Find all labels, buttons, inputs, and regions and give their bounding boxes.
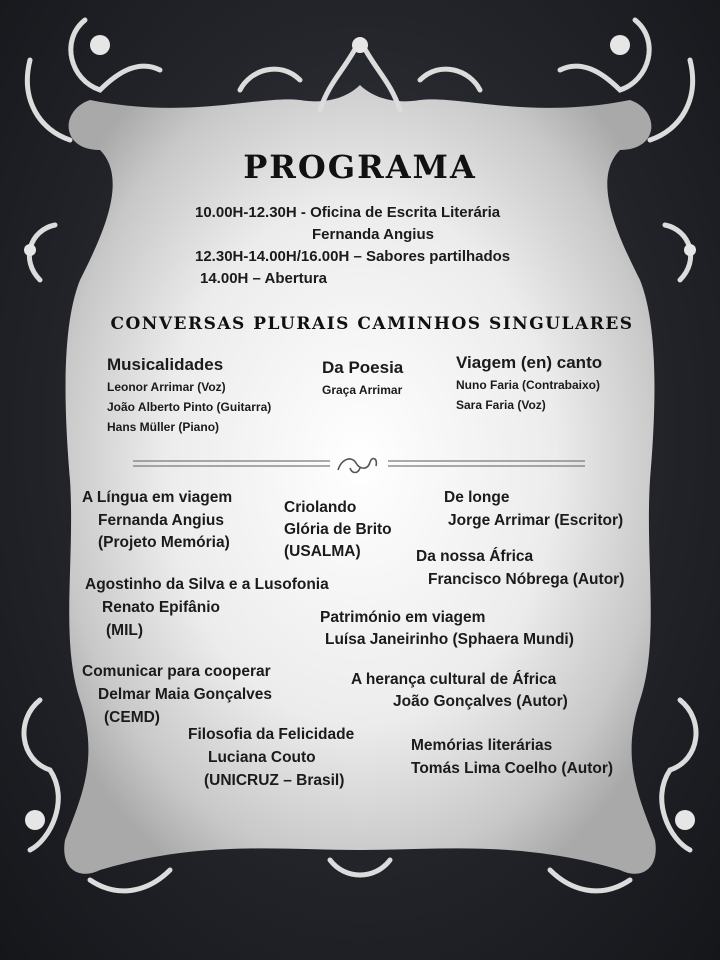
talk-title: A herança cultural de África (351, 671, 557, 688)
talk-speaker: Jorge Arrimar (Escritor) (448, 512, 624, 529)
column-line: Graça Arrimar (322, 383, 403, 397)
talk-speaker: Fernanda Angius (98, 512, 225, 529)
page-title: PROGRAMA (243, 148, 477, 186)
column-line: Sara Faria (Voz) (456, 398, 546, 412)
talk-title: A Língua em viagem (82, 489, 233, 506)
talk-speaker: Francisco Nóbrega (Autor) (428, 571, 625, 588)
talk-title: De longe (444, 489, 510, 506)
talk-title: Agostinho da Silva e a Lusofonia (85, 576, 329, 593)
column-line: Leonor Arrimar (Voz) (107, 380, 226, 394)
talk-title: Criolando (284, 499, 357, 516)
talk-affiliation: (UNICRUZ – Brasil) (204, 772, 345, 789)
talk-speaker: Delmar Maia Gonçalves (98, 686, 273, 703)
talk-speaker: Glória de Brito (284, 521, 392, 538)
talk-speaker: Luísa Janeirinho (Sphaera Mundi) (325, 631, 574, 648)
schedule-line: 12.30H-14.00H/16.00H – Sabores partilhados (195, 248, 511, 265)
column-line: João Alberto Pinto (Guitarra) (107, 400, 272, 414)
column-line: Nuno Faria (Contrabaixo) (456, 378, 601, 392)
talk-title: Memórias literárias (411, 737, 553, 754)
talk-speaker: João Gonçalves (Autor) (393, 693, 568, 710)
talk-speaker: Luciana Couto (208, 749, 316, 766)
schedule-line: Fernanda Angius (312, 226, 434, 243)
column-line: Hans Müller (Piano) (107, 420, 220, 434)
talk-title: Comunicar para cooperar (82, 663, 271, 680)
schedule-line: 10.00H-12.30H - Oficina de Escrita Literária (195, 204, 501, 221)
talk-affiliation: (CEMD) (104, 709, 160, 726)
column-title: Musicalidades (107, 355, 224, 374)
column-title: Viagem (en) canto (456, 353, 603, 372)
talk-affiliation: (USALMA) (284, 543, 361, 560)
talk-affiliation: (Projeto Memória) (98, 534, 230, 551)
schedule-line: 14.00H – Abertura (200, 270, 328, 287)
talk-title: Património em viagem (320, 609, 486, 626)
talk-title: Da nossa África (416, 548, 534, 565)
talk-speaker: Tomás Lima Coelho (Autor) (411, 760, 614, 777)
column-title: Da Poesia (322, 358, 404, 377)
talk-title: Filosofia da Felicidade (188, 726, 355, 743)
talk-affiliation: (MIL) (106, 622, 144, 639)
section-subtitle: CONVERSAS PLURAIS CAMINHOS SINGULARES (110, 314, 634, 334)
talk-speaker: Renato Epifânio (102, 599, 220, 616)
